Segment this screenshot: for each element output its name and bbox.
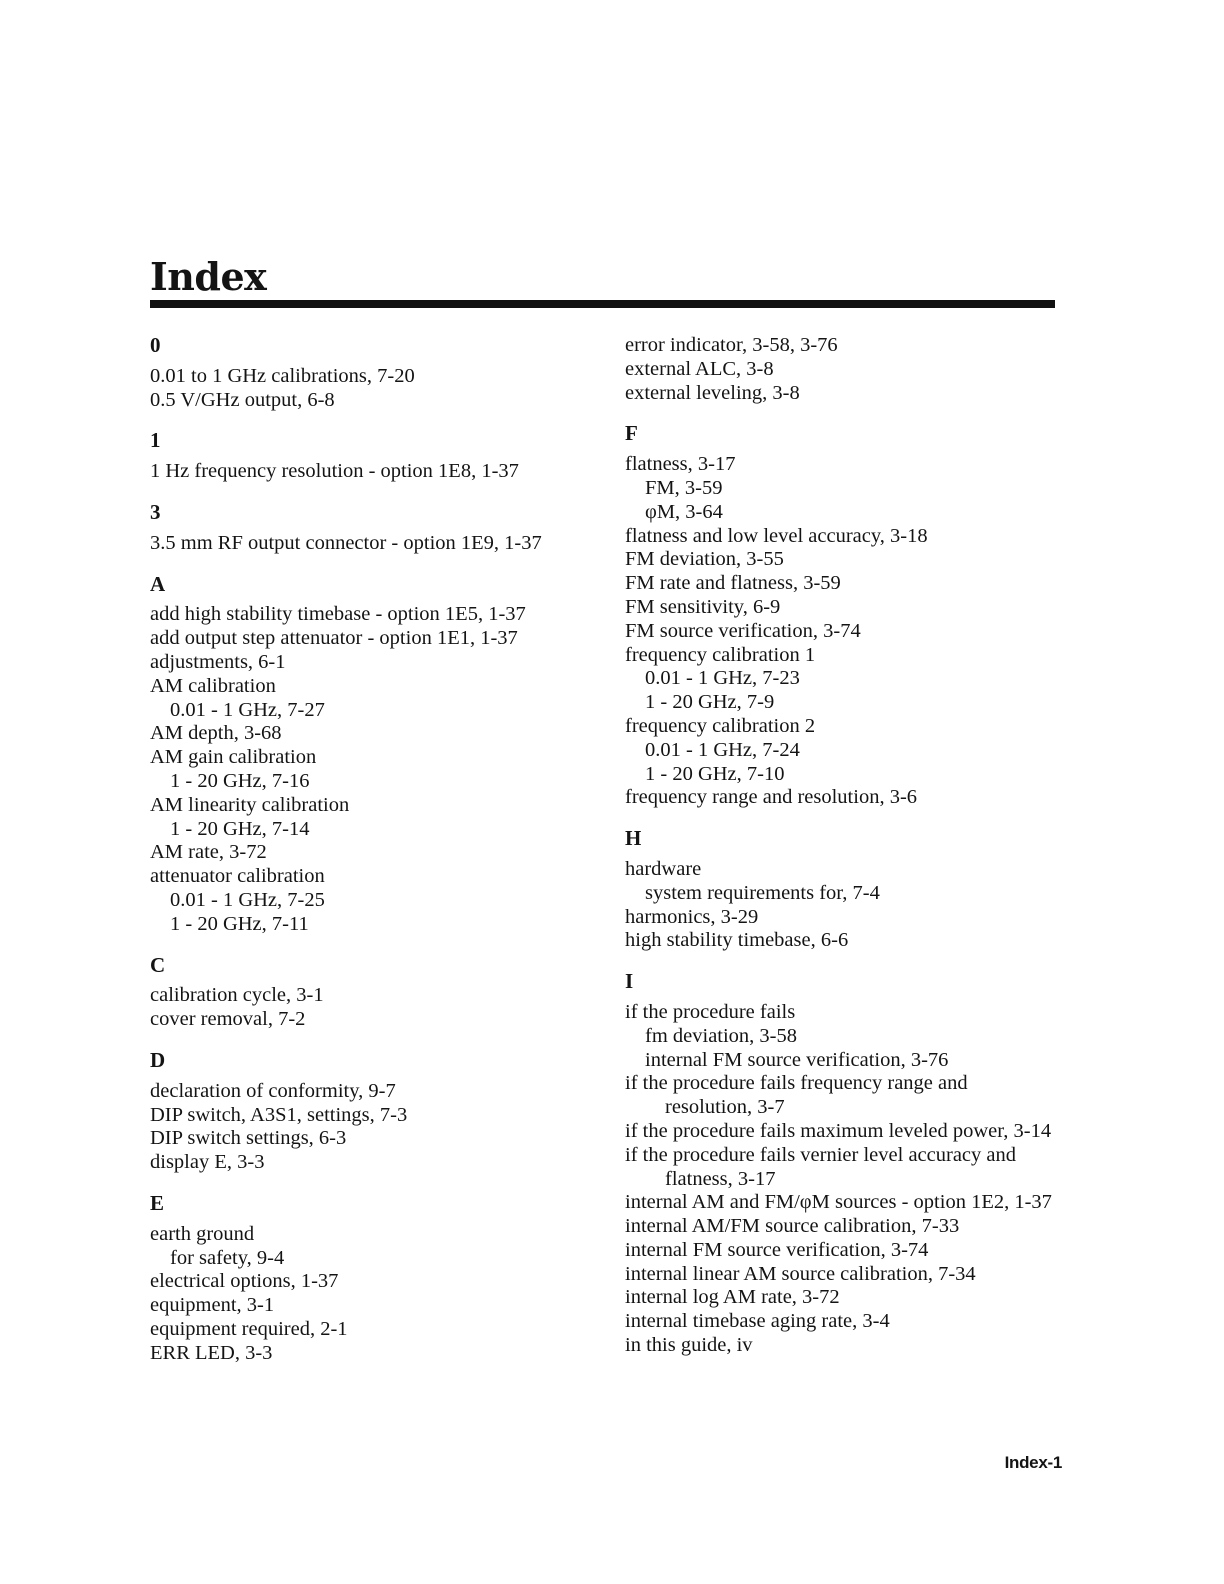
index-entry: internal timebase aging rate, 3-4 — [625, 1310, 890, 1333]
index-entry: AM linearity calibration — [150, 793, 350, 816]
index-entry: internal AM and FM/φM sources - option 1E2, 1-37 — [625, 1191, 1052, 1214]
index-section-d — [150, 1049, 590, 1175]
index-subentry: φM, 3-64 — [645, 500, 723, 523]
index-subentry: 0.01 - 1 GHz, 7-23 — [645, 667, 800, 690]
index-section-c — [150, 954, 590, 1032]
index-entry: internal FM source verification, 3-74 — [625, 1238, 929, 1261]
index-subentry: 1 - 20 GHz, 7-16 — [170, 769, 310, 792]
title-rule — [150, 300, 1055, 308]
section-letter-heading: I — [625, 969, 634, 994]
section-letter-heading: C — [150, 952, 166, 977]
index-entry: external ALC, 3-8 — [625, 357, 774, 380]
index-entry: electrical options, 1-37 — [150, 1270, 339, 1293]
index-subentry: FM, 3-59 — [645, 476, 723, 499]
page-title: Index — [150, 254, 267, 299]
index-subentry: fm deviation, 3-58 — [645, 1024, 798, 1047]
index-entry: FM sensitivity, 6-9 — [625, 595, 781, 618]
index-entry: 1 Hz frequency resolution - option 1E8, 1-37 — [150, 460, 519, 483]
index-entry: if the procedure fails maximum leveled power, 3-14 — [625, 1119, 1052, 1142]
index-entry: frequency calibration 1 — [625, 643, 816, 666]
section-letter-heading: 0 — [150, 333, 161, 357]
index-entry: AM calibration — [150, 674, 276, 697]
index-subentry: 0.01 - 1 GHz, 7-27 — [170, 698, 325, 721]
index-entry: declaration of conformity, 9-7 — [150, 1079, 396, 1102]
index-section-a — [150, 573, 590, 937]
index-column-right — [625, 334, 1055, 1375]
index-subentry: 0.01 - 1 GHz, 7-25 — [170, 888, 325, 911]
index-entry: DIP switch settings, 6-3 — [150, 1127, 347, 1150]
index-section-h — [625, 827, 1055, 953]
index-entry: adjustments, 6-1 — [150, 650, 286, 673]
index-entry: 3.5 mm RF output connector - option 1E9, 1-37 — [150, 531, 542, 554]
index-entry: add high stability timebase - option 1E5, 1-37 — [150, 603, 526, 626]
index-subentry: system requirements for, 7-4 — [645, 881, 880, 904]
section-letter-heading: A — [150, 571, 166, 596]
index-entry: frequency calibration 2 — [625, 714, 816, 737]
page-number-footer: Index-1 — [1004, 1453, 1062, 1472]
index-entry: equipment required, 2-1 — [150, 1317, 348, 1340]
index-entry: frequency range and resolution, 3-6 — [625, 786, 918, 809]
section-letter-heading: F — [625, 421, 638, 446]
index-subentry: 1 - 20 GHz, 7-11 — [170, 912, 309, 935]
section-letter-heading: E — [150, 1190, 165, 1215]
index-entry: in this guide, iv — [625, 1334, 753, 1357]
index-subentry: 0.01 - 1 GHz, 7-24 — [645, 738, 800, 761]
index-section-3 — [150, 501, 590, 556]
index-entry: ERR LED, 3-3 — [150, 1341, 273, 1364]
index-section-0 — [150, 334, 590, 412]
index-entry: internal AM/FM source calibration, 7-33 — [625, 1215, 960, 1238]
index-entry: FM deviation, 3-55 — [625, 548, 784, 571]
index-entry: 0.01 to 1 GHz calibrations, 7-20 — [150, 364, 415, 387]
index-entry: if the procedure fails vernier level accuracy and flatness, 3-17 — [625, 1143, 1016, 1190]
index-subentry: 1 - 20 GHz, 7-9 — [645, 691, 775, 714]
section-letter-heading: 3 — [150, 499, 161, 524]
index-subentry: 1 - 20 GHz, 7-10 — [645, 762, 785, 785]
index-entry: FM source verification, 3-74 — [625, 619, 861, 642]
index-section-1 — [150, 429, 590, 484]
index-entry: AM depth, 3-68 — [150, 722, 282, 745]
index-entry: if the procedure fails — [625, 1000, 796, 1023]
index-entry: earth ground — [150, 1222, 255, 1245]
index-section-i — [625, 970, 1055, 1358]
index-subentry: for safety, 9-4 — [170, 1246, 285, 1269]
index-entry: flatness and low level accuracy, 3-18 — [625, 524, 928, 547]
index-entry: FM rate and flatness, 3-59 — [625, 572, 841, 595]
index-section-e — [150, 1192, 590, 1366]
index-entry: AM rate, 3-72 — [150, 841, 267, 864]
index-entry: if the procedure fails frequency range and resolution, 3-7 — [625, 1072, 968, 1119]
index-entry: high stability timebase, 6-6 — [625, 929, 849, 952]
index-column-left — [150, 334, 590, 1382]
index-subentry: 1 - 20 GHz, 7-14 — [170, 817, 310, 840]
index-entry: internal linear AM source calibration, 7-34 — [625, 1262, 976, 1285]
index-section-f — [625, 422, 1055, 810]
index-entry: flatness, 3-17 — [625, 453, 736, 476]
index-entry: hardware — [625, 857, 702, 880]
index-entry: attenuator calibration — [150, 865, 325, 888]
index-entry: cover removal, 7-2 — [150, 1008, 306, 1031]
index-entry: add output step attenuator - option 1E1, 1-37 — [150, 627, 518, 650]
index-entry: calibration cycle, 3-1 — [150, 984, 324, 1007]
section-letter-heading: H — [625, 826, 642, 851]
index-entry: external leveling, 3-8 — [625, 381, 800, 404]
index-entry: AM gain calibration — [150, 746, 317, 769]
index-entry: error indicator, 3-58, 3-76 — [625, 334, 838, 356]
index-entry: equipment, 3-1 — [150, 1294, 275, 1317]
index-entry: internal log AM rate, 3-72 — [625, 1286, 840, 1309]
index-subentry: internal FM source verification, 3-76 — [645, 1048, 949, 1071]
index-entry: 0.5 V/GHz output, 6-8 — [150, 388, 335, 411]
index-entry: DIP switch, A3S1, settings, 7-3 — [150, 1103, 408, 1126]
section-letter-heading: D — [150, 1047, 166, 1072]
index-entry: harmonics, 3-29 — [625, 905, 759, 928]
index-entry: display E, 3-3 — [150, 1151, 265, 1174]
index-section-continued — [625, 334, 1055, 405]
section-letter-heading: 1 — [150, 428, 161, 453]
